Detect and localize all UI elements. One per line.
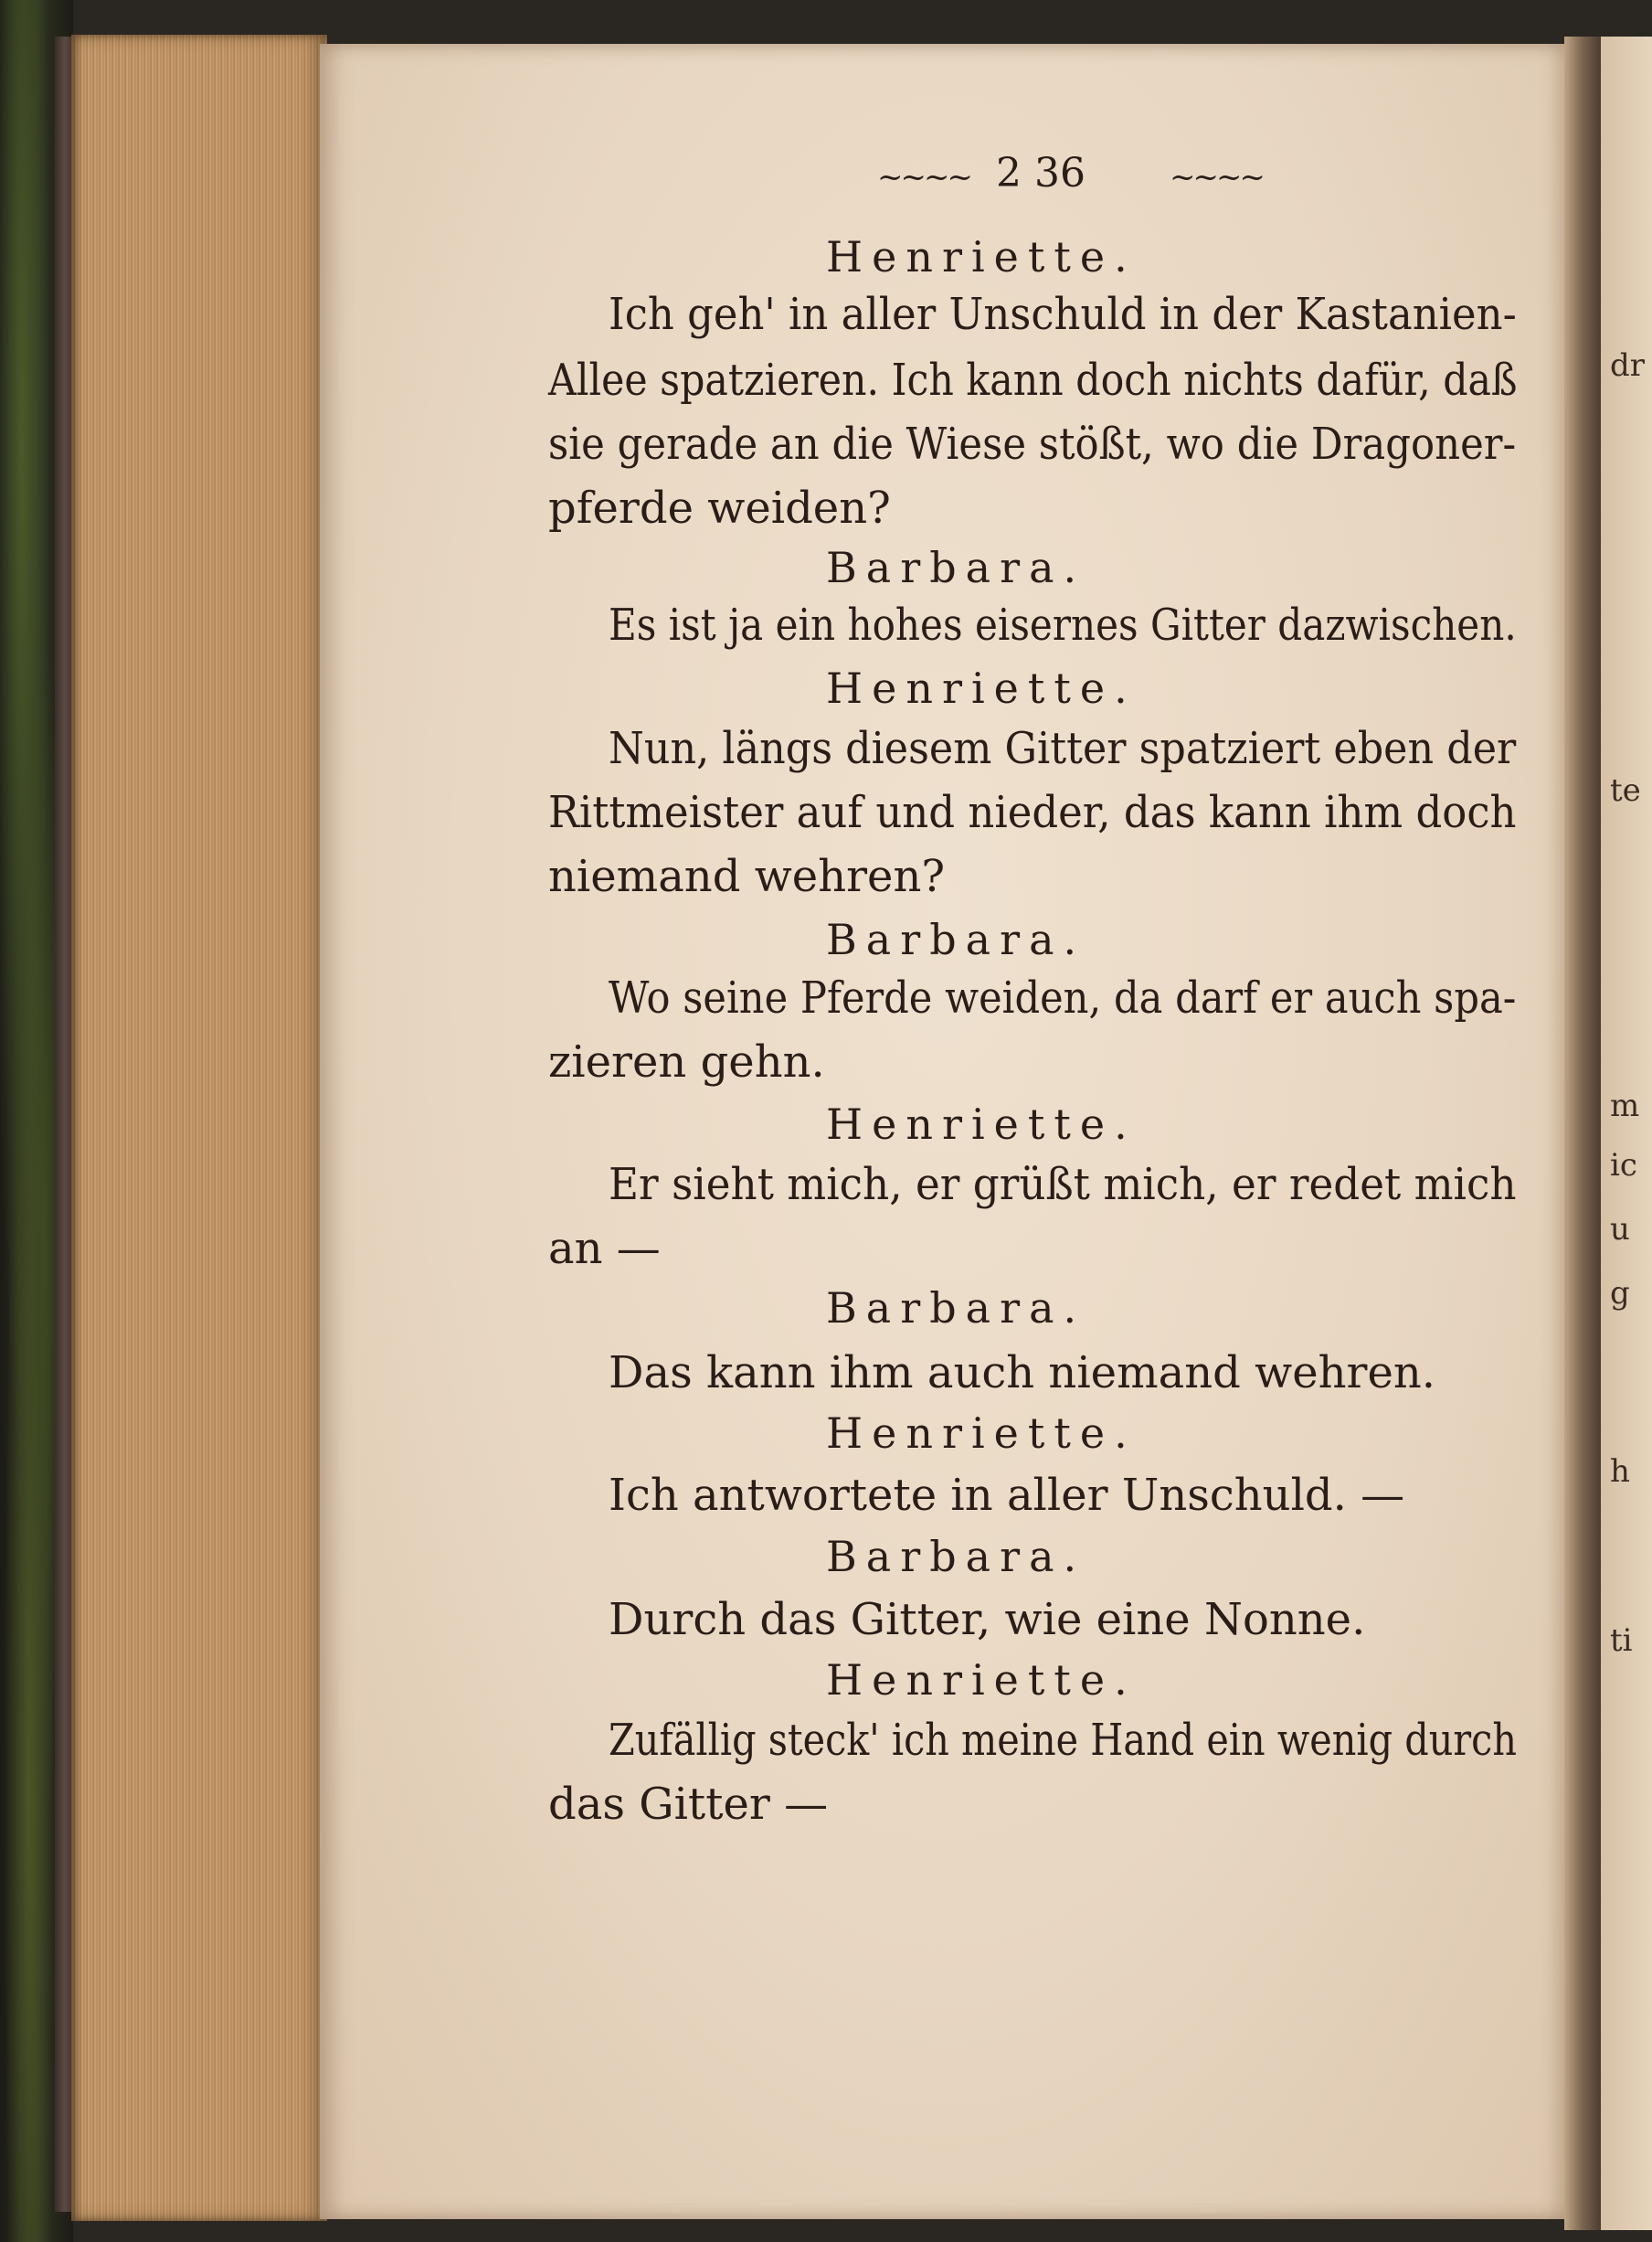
text-line: zieren gehn.: [548, 1036, 825, 1088]
speaker-name: Barbara.: [826, 543, 1086, 592]
page-number: 2 36: [996, 150, 1085, 197]
text-line: niemand wehren?: [548, 851, 946, 902]
text-line: Nun, längs diesem Gitter spatziert eben der: [609, 723, 1517, 774]
speaker-name: Henriette.: [826, 232, 1137, 282]
text-line: Rittmeister auf und nieder, das kann ihm doch: [548, 787, 1517, 838]
facing-fragment: ic: [1610, 1147, 1637, 1184]
page-edges: [71, 35, 327, 2221]
text-line: sie gerade an die Wiese stößt, wo die Dragoner-: [548, 419, 1517, 470]
text-line: Es ist ja ein hohes eisernes Gitter dazwischen.: [609, 600, 1517, 651]
text-line: Zufällig steck' ich meine Hand ein wenig durch: [609, 1715, 1517, 1766]
facing-fragment: m: [1610, 1088, 1640, 1124]
speaker-name: Barbara.: [826, 1283, 1086, 1333]
facing-fragment: u: [1610, 1211, 1630, 1248]
speaker-name: Barbara.: [826, 915, 1086, 964]
facing-fragment: te: [1610, 772, 1641, 809]
facing-fragment: ti: [1610, 1622, 1633, 1659]
speaker-name: Henriette.: [826, 664, 1137, 713]
text-line: Ich geh' in aller Unschuld in der Kastanien-: [609, 289, 1517, 340]
text-line: Ich antwortete in aller Unschuld. —: [609, 1470, 1405, 1521]
facing-fragment: dr: [1610, 347, 1646, 384]
speaker-name: Henriette.: [826, 1100, 1137, 1149]
header-flourish-left: ~~~~: [877, 159, 970, 196]
text-line: pferde weiden?: [548, 483, 891, 534]
text-line: Durch das Gitter, wie eine Nonne.: [609, 1594, 1366, 1645]
text-line: Er sieht mich, er grüßt mich, er redet mich: [609, 1159, 1517, 1210]
speaker-name: Barbara.: [826, 1532, 1086, 1581]
facing-fragment: g: [1610, 1275, 1630, 1312]
header-flourish-right: ~~~~: [1170, 159, 1263, 196]
book-gutter: [1564, 37, 1601, 2230]
speaker-name: Henriette.: [826, 1655, 1137, 1705]
text-line: Wo seine Pferde weiden, da darf er auch spa-: [609, 972, 1517, 1024]
speaker-name: Henriette.: [826, 1408, 1137, 1458]
text-line: Das kann ihm auch niemand wehren.: [609, 1347, 1436, 1398]
text-line: Allee spatzieren. Ich kann doch nichts dafür, daß: [548, 355, 1518, 406]
facing-fragment: h: [1610, 1453, 1630, 1490]
text-line: an —: [548, 1223, 661, 1274]
text-line: das Gitter —: [548, 1779, 829, 1830]
